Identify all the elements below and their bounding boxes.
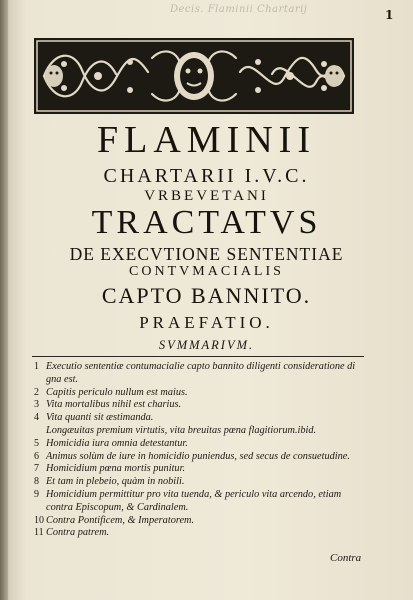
entry-text: Contra Pontificem, & Imperatorem. — [46, 514, 195, 526]
summary-entry — [34, 412, 379, 425]
summary-entry — [34, 399, 379, 412]
entry-number: 10 — [34, 514, 44, 526]
entry-number: 1 — [34, 361, 39, 372]
summary-entry — [34, 374, 379, 387]
summary-entry — [34, 425, 379, 438]
summary-entry — [34, 463, 379, 476]
summary-heading: SVMMARIVM. — [158, 338, 255, 352]
entry-text: Homicidium pœna mortis punitur. — [46, 463, 186, 475]
summary-entry — [34, 451, 379, 464]
summary-entry — [34, 438, 379, 451]
entry-text: Homicidium permittitur pro vita tuenda, & periculo vita arcendo, etiam — [46, 488, 342, 500]
entry-text: Homicidia iura omnia detestantur. — [46, 437, 188, 449]
summary-entry — [34, 361, 379, 374]
entry-number: 11 — [34, 527, 44, 539]
entry-text: Vita quanti sit æstimanda. — [46, 412, 154, 424]
section-heading-praefatio: PRAEFATIO. — [139, 313, 274, 332]
title-line-tractatus: TRACTATVS — [91, 204, 322, 241]
entry-text: contra Episcopum, & Cardinalem. — [46, 501, 189, 513]
entry-text: Longæuitas premium virtutis, vita breuitas pœna flagitiorum.ibid. — [46, 424, 317, 436]
summary-entry — [34, 387, 379, 400]
title-line-subject-cont: CONTVMACIALIS — [129, 264, 284, 279]
entry-number: 5 — [34, 437, 39, 449]
entry-number: 9 — [34, 488, 39, 500]
title-line-author: FLAMINII — [97, 119, 316, 161]
entry-text: Capitis periculo nullum est maius. — [46, 386, 188, 398]
entry-text: gna est. — [46, 373, 79, 385]
title-line-author-surname: CHARTARII I.V.C. — [103, 165, 310, 187]
summary-entry — [34, 502, 379, 515]
entry-text: Contra patrem. — [46, 527, 110, 539]
summary-entry — [34, 489, 379, 502]
entry-text: Executio sententiæ contumacialie capto bannito diligenti consideratione di — [46, 361, 356, 372]
entry-text: Et tam in plebeio, quàm in nobili. — [46, 476, 185, 488]
catchword: Contra — [330, 552, 362, 564]
entry-number: 6 — [34, 450, 39, 462]
entry-number: 4 — [34, 412, 39, 424]
ornamental-headpiece — [34, 38, 354, 114]
title-line-subject: DE EXECVTIONE SENTENTIAE — [69, 244, 344, 264]
summary-entry-list — [34, 361, 379, 540]
summary-rule-divider — [32, 356, 364, 357]
page-number: 1 — [385, 8, 394, 22]
summary-entry — [34, 527, 379, 540]
title-line-origin: VRBEVETANI — [144, 188, 269, 204]
entry-text: Animus solùm de iure in homicidio puniendus, sed secus de consuetudine. — [46, 450, 350, 462]
entry-number: 7 — [34, 463, 39, 475]
entry-number: 2 — [34, 386, 39, 398]
summary-entry — [34, 476, 379, 489]
entry-number: 8 — [34, 476, 39, 488]
show-through-running-head: Decis. Flaminii Chartarij — [170, 4, 308, 15]
entry-text: Vita mortalibus nihil est charius. — [46, 399, 182, 411]
entry-number: 3 — [34, 399, 39, 411]
summary-entry — [34, 515, 379, 528]
title-line-capto-bannito: CAPTO BANNITO. — [101, 283, 312, 308]
